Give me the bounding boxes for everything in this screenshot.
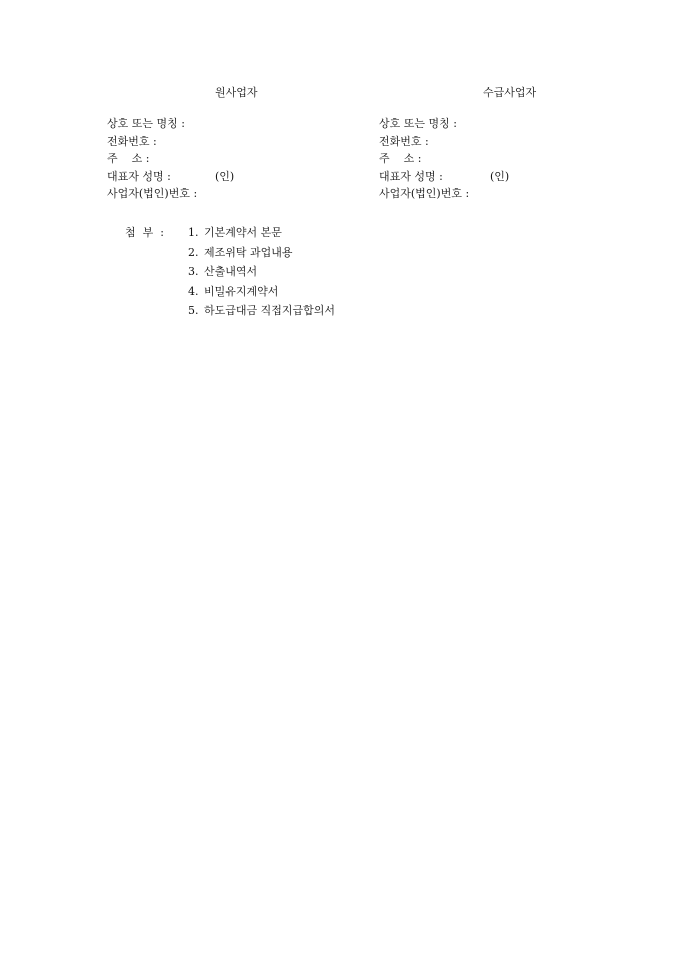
representative-row [379,169,510,188]
representative-label: 대표자 성명 : [379,169,443,183]
seal-mark: (인) [490,169,510,183]
address-label: 주 소 : [379,152,422,165]
item-number: 3. [188,265,199,278]
address-label: 주 소 : [107,152,150,165]
item-text: 하도급대금 직접지급합의서 [204,304,336,317]
seal-mark: (인) [215,169,235,183]
company-name-label: 상호 또는 명칭 : [107,117,185,130]
company-name-label: 상호 또는 명칭 : [379,117,457,130]
list-item [188,285,335,305]
item-number: 1. [188,226,199,239]
list-item [188,304,335,324]
business-number-label: 사업자(법인)번호 : [107,187,198,200]
item-text: 비밀유지계약서 [204,284,279,298]
principal-contractor-title: 원사업자 [215,86,258,99]
phone-label: 전화번호 : [107,134,157,148]
business-number-label: 사업자(법인)번호 : [379,187,470,200]
attachments-label: 첨 부 : [125,226,164,239]
item-text: 산출내역서 [204,265,258,278]
subcontractor-info [379,117,510,205]
list-item [188,226,335,246]
attachments-list [188,226,335,324]
item-number: 5. [188,304,199,317]
principal-contractor-info [107,117,235,205]
representative-row [107,169,235,188]
list-item [188,246,335,266]
item-number: 4. [188,284,199,298]
item-text: 제조위탁 과업내용 [204,245,293,259]
item-text: 기본계약서 본문 [204,226,282,239]
list-item [188,265,335,285]
phone-label: 전화번호 : [379,134,429,148]
item-number: 2. [188,245,199,259]
representative-label: 대표자 성명 : [107,169,171,183]
subcontractor-title: 수급사업자 [483,86,537,99]
